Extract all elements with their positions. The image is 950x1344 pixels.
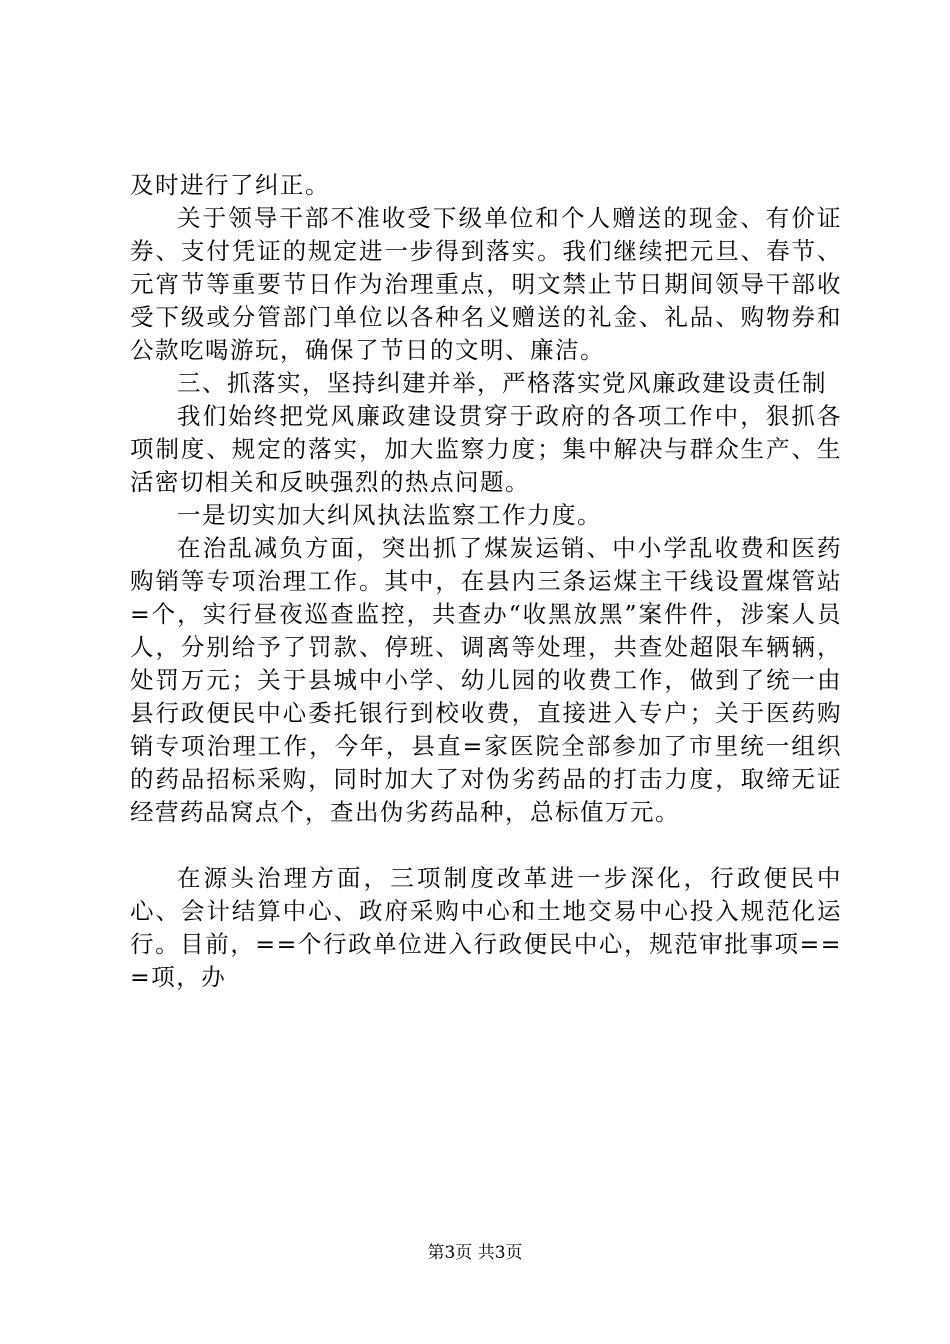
section-heading: 三、抓落实，坚持纠建并举，严格落实党风廉政建设责任制 bbox=[177, 369, 827, 397]
document-body bbox=[130, 169, 842, 994]
paragraph-3: 我们始终把党风廉政建设贯穿于政府的各项工作中，狠抓各项制度、规定的落实，加大监察力度；集中解决与群众生产、生活密切相关和反映强烈的热点问题。 bbox=[130, 402, 842, 496]
sub-heading: 一是切实加大纠风执法监察工作力度。 bbox=[177, 501, 602, 529]
paragraph-4: 在治乱减负方面，突出抓了煤炭运销、中小学乱收费和医药购销等专项治理工作。其中，在县内三条运煤主干线设置煤管站=个，实行昼夜巡查监控，共查办“收黑放黑”案件件，涉案人员人，分别给予了罚款、停班、调离等处理，共查处超限车辆辆，处罚万元；关于县城中小学、幼儿园的收费工作，做到了统一由县行政便民中心委托银行到校收费，直接进入专户；关于医药购销专项治理工作，今年，县直=家医院全部参加了市里统一组织的药品招标采购，同时加大了对伪劣药品的打击力度，取缔无证经营药品窝点个，查出伪劣药品种，总标值万元。 bbox=[130, 534, 842, 826]
paragraph-2: 关于领导干部不准收受下级单位和个人赠送的现金、有价证券、支付凭证的规定进一步得到落实。我们继续把元旦、春节、元宵节等重要节日作为治理重点，明文禁止节日期间领导干部收受下级或分管部门单位以各种名义赠送的礼金、礼品、购物券和公款吃喝游玩，确保了节日的文明、廉洁。 bbox=[130, 204, 842, 364]
paragraph-5: 在源头治理方面，三项制度改革进一步深化，行政便民中心、会计结算中心、政府采购中心和土地交易中心投入规范化运行。目前，==个行政单位进入行政便民中心，规范审批事项===项，办 bbox=[130, 864, 842, 991]
paragraph-1: 及时进行了纠正。 bbox=[130, 171, 330, 199]
page-footer: 第3页 共3页 bbox=[427, 1243, 523, 1263]
paragraph-gap bbox=[130, 829, 842, 862]
